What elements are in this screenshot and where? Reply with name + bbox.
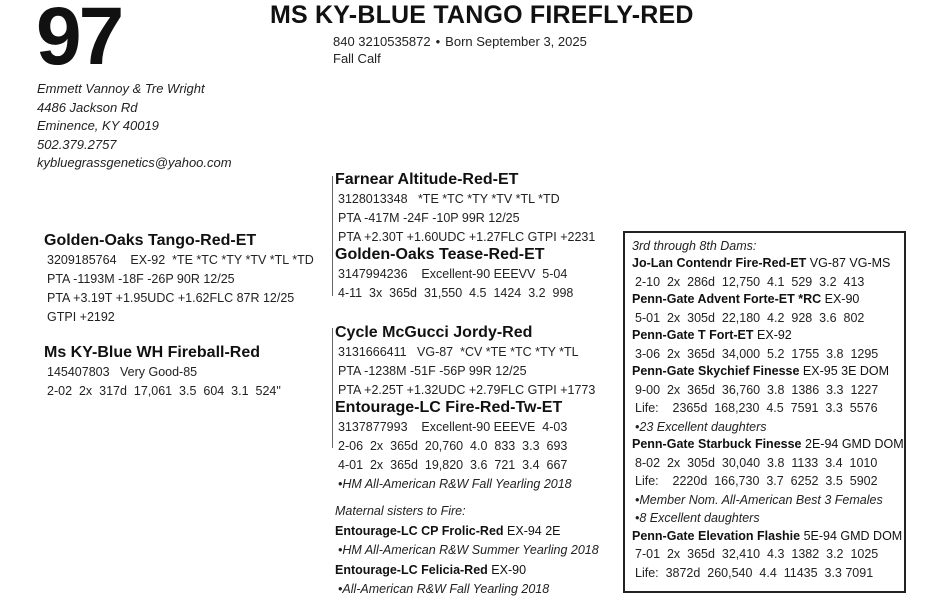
dam-lifetime-record: Life: 3872d 260,540 4.4 11435 3.3 7091: [635, 565, 874, 580]
maternal-sister-name: [335, 560, 599, 580]
dam-lifetime-record: Life: 2220d 166,730 3.7 6252 3.5 5902: [635, 474, 878, 488]
sire-line: 3209185764 EX-92 *TE *TC *TY *TV *TL *TD: [47, 253, 314, 267]
maternal-sister-note: •All-American R&W Fall Yearling 2018: [338, 582, 550, 596]
maternal-sister-name: [335, 521, 599, 541]
sire-dam-line: 3147994236 Excellent-90 EEEVV 5-04: [338, 267, 568, 281]
dam-line: 2-02 2x 317d 17,061 3.5 604 3.1 524": [47, 384, 281, 398]
dam-dam-line: 2-06 2x 365d 20,760 4.0 833 3.3 693: [338, 439, 568, 453]
dam-note: •8 Excellent daughters: [635, 511, 760, 525]
sire-sire-line: PTA +2.30T +1.60UDC +1.27FLC GTPI +2231: [338, 230, 596, 244]
sister-name: Entourage-LC CP Frolic-Red: [335, 524, 504, 538]
dam-record: 5-01 2x 305d 22,180 4.2 928 3.6 802: [635, 310, 865, 325]
dam-class: VG-87 VG-MS: [809, 256, 891, 270]
maternal-sister-note: •HM All-American R&W Summer Yearling 2018: [338, 543, 599, 557]
calf-registration: 840 3210535872: [333, 34, 431, 49]
sire-dam-line: 4-11 3x 365d 31,550 4.5 1424 3.2 998: [338, 286, 574, 300]
dam-dam-line: 3137877993 Excellent-90 EEEVE 4-03: [338, 420, 568, 434]
sire-dam-name: Golden-Oaks Tease-Red-ET: [335, 246, 545, 263]
consignor-info: [37, 80, 232, 173]
dams-box-heading: 3rd through 8th Dams:: [632, 239, 757, 253]
sire-dam-block: [335, 245, 573, 303]
consignor-city: Eminence, KY 40019: [37, 118, 159, 134]
sire-line: PTA +3.19T +1.95UDC +1.62FLC 87R 12/25: [47, 291, 295, 305]
dam-note: •Member Nom. All-American Best 3 Females: [635, 492, 883, 507]
dam-name: Ms KY-Blue WH Fireball-Red: [44, 344, 261, 361]
dam-record: 3-06 2x 365d 34,000 5.2 1755 3.8 1295: [635, 346, 879, 361]
sire-name: Golden-Oaks Tango-Red-ET: [44, 232, 257, 249]
dam-name-text: Penn-Gate T Fort-ET: [632, 328, 754, 342]
dam-sire-line: PTA -1238M -51F -56P 99R 12/25: [338, 364, 527, 378]
dam-name-text: Penn-Gate Advent Forte-ET *RC: [632, 292, 822, 306]
dam-record: 7-01 2x 365d 32,410 4.3 1382 3.2 1025: [635, 547, 879, 561]
sister-class: EX-90: [491, 563, 527, 577]
dam-name-text: Jo-Lan Contendr Fire-Red-ET: [632, 256, 807, 270]
dam-line: 145407803 Very Good-85: [47, 365, 198, 379]
dam-lifetime-record: Life: 2365d 168,230 4.5 7591 3.3 5576: [635, 401, 878, 415]
dam-class: EX-95 3E DOM: [802, 364, 890, 378]
dam-dam-line: 4-01 2x 365d 19,820 3.6 721 3.4 667: [338, 458, 568, 472]
dam-block: [44, 343, 281, 401]
sire-sire-name: Farnear Altitude-Red-ET: [335, 171, 519, 188]
sister-name: Entourage-LC Felicia-Red: [335, 563, 488, 577]
ancestor-dam-name: [632, 327, 904, 345]
pedigree-line-dam: [332, 328, 333, 448]
sire-sire-block: [335, 170, 595, 247]
calf-name: MS KY-BLUE TANGO FIREFLY-RED: [270, 1, 694, 29]
dam-name-text: Penn-Gate Skychief Finesse: [632, 364, 800, 378]
dam-note: •23 Excellent daughters: [635, 419, 767, 434]
consignor-street: 4486 Jackson Rd: [37, 99, 138, 115]
dam-record: 8-02 2x 305d 30,040 3.8 1133 3.4 1010: [635, 455, 878, 470]
calf-birthdate: Born September 3, 2025: [445, 34, 587, 49]
calf-registration-line: [333, 34, 587, 49]
dam-class: EX-90: [824, 292, 860, 306]
ancestor-dam-name: [632, 436, 904, 454]
dams-box: [623, 231, 906, 593]
sire-line: PTA -1193M -18F -26P 90R 12/25: [47, 272, 235, 286]
calf-class: Fall Calf: [333, 51, 381, 66]
dam-record: 9-00 2x 365d 36,760 3.8 1386 3.3 1227: [635, 382, 879, 397]
dam-dam-block: [335, 398, 572, 494]
separator-bullet: •: [435, 34, 441, 49]
dam-name-text: Penn-Gate Elevation Flashie: [632, 528, 801, 543]
pedigree-line-sire: [332, 176, 333, 296]
ancestor-dam-name: [632, 528, 904, 546]
dam-class: 2E-94 GMD DOM: [805, 437, 904, 451]
maternal-sisters-heading: Maternal sisters to Fire:: [335, 504, 466, 518]
dam-class: 5E-94 GMD DOM: [803, 528, 903, 543]
consignor-names: Emmett Vannoy & Tre Wright: [37, 81, 205, 96]
dam-record: 2-10 2x 286d 12,750 4.1 529 3.2 413: [635, 274, 865, 289]
dam-sire-block: [335, 323, 595, 400]
dam-sire-line: PTA +2.25T +1.32UDC +2.79FLC GTPI +1773: [338, 383, 596, 397]
sire-sire-line: PTA -417M -24F -10P 99R 12/25: [338, 211, 520, 225]
consignor-email: kybluegrassgenetics@yahoo.com: [37, 155, 232, 171]
dam-sire-line: 3131666411 VG-87 *CV *TE *TC *TY *TL: [338, 345, 579, 359]
sister-class: EX-94 2E: [507, 524, 561, 538]
consignor-phone: 502.379.2757: [37, 136, 117, 152]
dam-dam-note: •HM All-American R&W Fall Yearling 2018: [338, 477, 572, 491]
lot-number: 97: [36, 0, 122, 82]
dam-name-text: Penn-Gate Starbuck Finesse: [632, 437, 802, 451]
sire-line: GTPI +2192: [47, 310, 115, 324]
ancestor-dam-name: [632, 363, 904, 381]
maternal-sisters: [335, 502, 599, 599]
sire-sire-line: 3128013348 *TE *TC *TY *TV *TL *TD: [338, 192, 560, 206]
dam-sire-name: Cycle McGucci Jordy-Red: [335, 324, 533, 341]
dam-class: EX-92: [757, 328, 792, 342]
ancestor-dam-name: [632, 255, 904, 273]
dam-dam-name: Entourage-LC Fire-Red-Tw-ET: [335, 399, 563, 416]
sire-block: [44, 231, 314, 327]
ancestor-dam-name: [632, 291, 904, 309]
